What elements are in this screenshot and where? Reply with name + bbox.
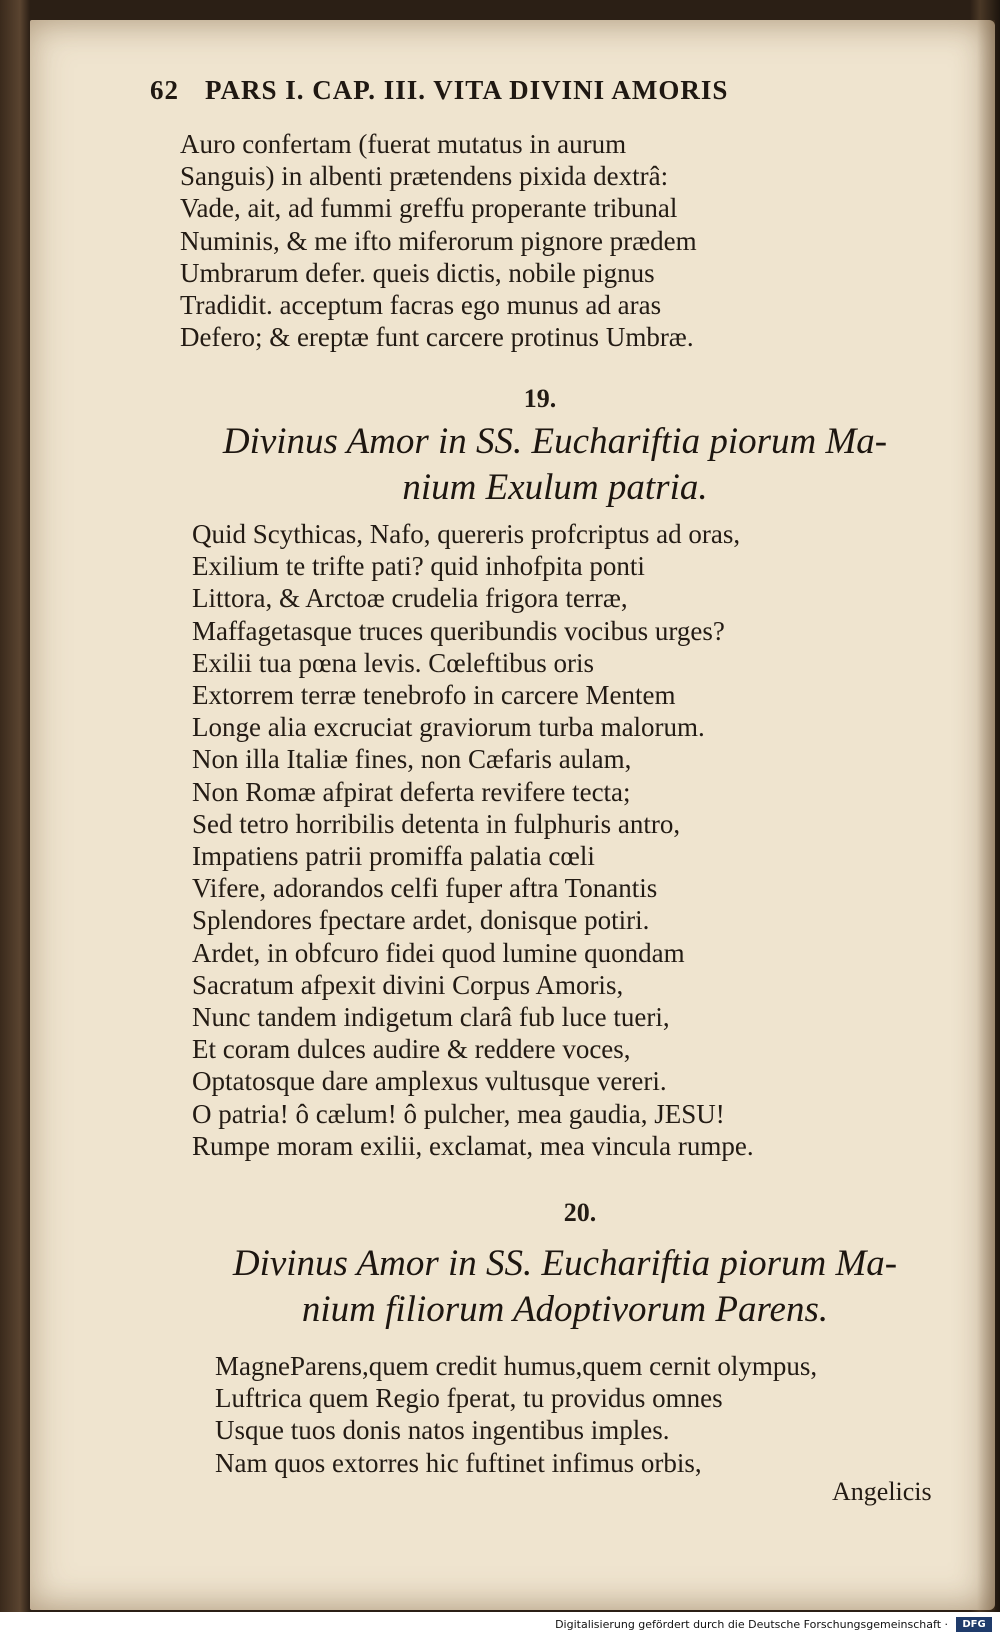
page-number: 62 xyxy=(150,75,179,105)
verse-line: MagneParens,quem credit humus,quem cernit olympus, xyxy=(215,1351,818,1381)
verse-line: Ardet, in obfcuro fidei quod lumine quondam xyxy=(192,937,685,968)
verse-line: Auro confertam (fuerat mutatus in aurum xyxy=(180,129,627,159)
verse-line: Tradidit. acceptum facras ego munus ad aras xyxy=(180,290,662,321)
verse-line: Quid Scythicas, Nafo, quereris profcriptus ad oras, xyxy=(192,519,741,549)
verse-line: Exilium te trifte pati? quid inhofpita ponti xyxy=(192,551,645,582)
page-header xyxy=(150,75,860,106)
verse-block-top xyxy=(180,128,940,353)
verse-line: Sed tetro horribilis detenta in fulphuris antro, xyxy=(192,808,681,839)
section-number-19: 19. xyxy=(523,384,557,413)
verse-line: Maffagetasque truces queribundis vocibus urges? xyxy=(192,615,725,646)
section-number-20: 20. xyxy=(563,1198,597,1227)
verse-line: Splendores fpectare ardet, donisque potiri. xyxy=(192,905,650,936)
verse-line: O patria! ô cælum! ô pulcher, mea gaudia, JESU! xyxy=(192,1098,725,1129)
verse-line: Optatosque dare amplexus vultusque vereri. xyxy=(192,1066,667,1097)
verse-line: Vade, ait, ad fummi greffu properante tribunal xyxy=(180,193,678,224)
section-title-20-line2: nium filiorum Adoptivorum Parens. xyxy=(301,1289,829,1330)
verse-line: Rumpe moram exilii, exclamat, mea vincula rumpe. xyxy=(192,1130,754,1161)
verse-block-20 xyxy=(215,1350,975,1479)
verse-line: Nunc tandem indigetum clarâ fub luce tueri, xyxy=(192,1002,670,1033)
verse-line: Et coram dulces audire & reddere voces, xyxy=(192,1034,631,1065)
verse-line: Vifere, adorandos celfi fuper aftra Tonantis xyxy=(192,873,658,904)
section-title-20-line1: Divinus Amor in SS. Euchariftia piorum Ma- xyxy=(232,1243,898,1284)
verse-line: Extorrem terræ tenebrofo in carcere Mentem xyxy=(192,680,676,711)
verse-line: Impatiens patrii promiffa palatia cœli xyxy=(192,841,595,872)
verse-line: Sacratum afpexit divini Corpus Amoris, xyxy=(192,969,624,1000)
verse-line: Luftrica quem Regio fperat, tu providus omnes xyxy=(215,1383,723,1414)
verse-line: Numinis, & me ifto miferorum pignore prædem xyxy=(180,225,697,256)
running-title: PARS I. CAP. III. VITA DIVINI AMORIS xyxy=(205,75,729,105)
verse-line: Littora, & Arctoæ crudelia frigora terræ, xyxy=(192,583,628,614)
catchword: Angelicis xyxy=(832,1477,932,1506)
dfg-logo-icon: DFG xyxy=(956,1617,992,1632)
section-title-19-line2: nium Exulum patria. xyxy=(402,467,708,508)
digitization-footer xyxy=(0,1612,1000,1640)
verse-block-19 xyxy=(192,518,952,1162)
verse-line: Non Romæ afpirat deferta revifere tecta; xyxy=(192,776,631,807)
verse-line: Longe alia excruciat graviorum turba malorum. xyxy=(192,712,705,743)
verse-line: Exilii tua pœna levis. Cœleftibus oris xyxy=(192,647,594,678)
section-title-19-line1: Divinus Amor in SS. Euchariftia piorum Ma- xyxy=(222,421,888,462)
verse-line: Defero; & ereptæ funt carcere protinus Umbræ. xyxy=(180,322,694,353)
verse-line: Sanguis) in albenti prætendens pixida dextrâ: xyxy=(180,161,669,192)
footer-text: Digitalisierung gefördert durch die Deutsche Forschungsgemeinschaft · xyxy=(555,1618,948,1631)
verse-line: Nam quos extorres hic fuftinet infimus orbis, xyxy=(215,1447,702,1478)
verse-line: Umbrarum defer. queis dictis, nobile pignus xyxy=(180,257,655,288)
verse-line: Non illa Italiæ fines, non Cæfaris aulam, xyxy=(192,744,632,775)
verse-line: Usque tuos donis natos ingentibus imples. xyxy=(215,1415,670,1446)
